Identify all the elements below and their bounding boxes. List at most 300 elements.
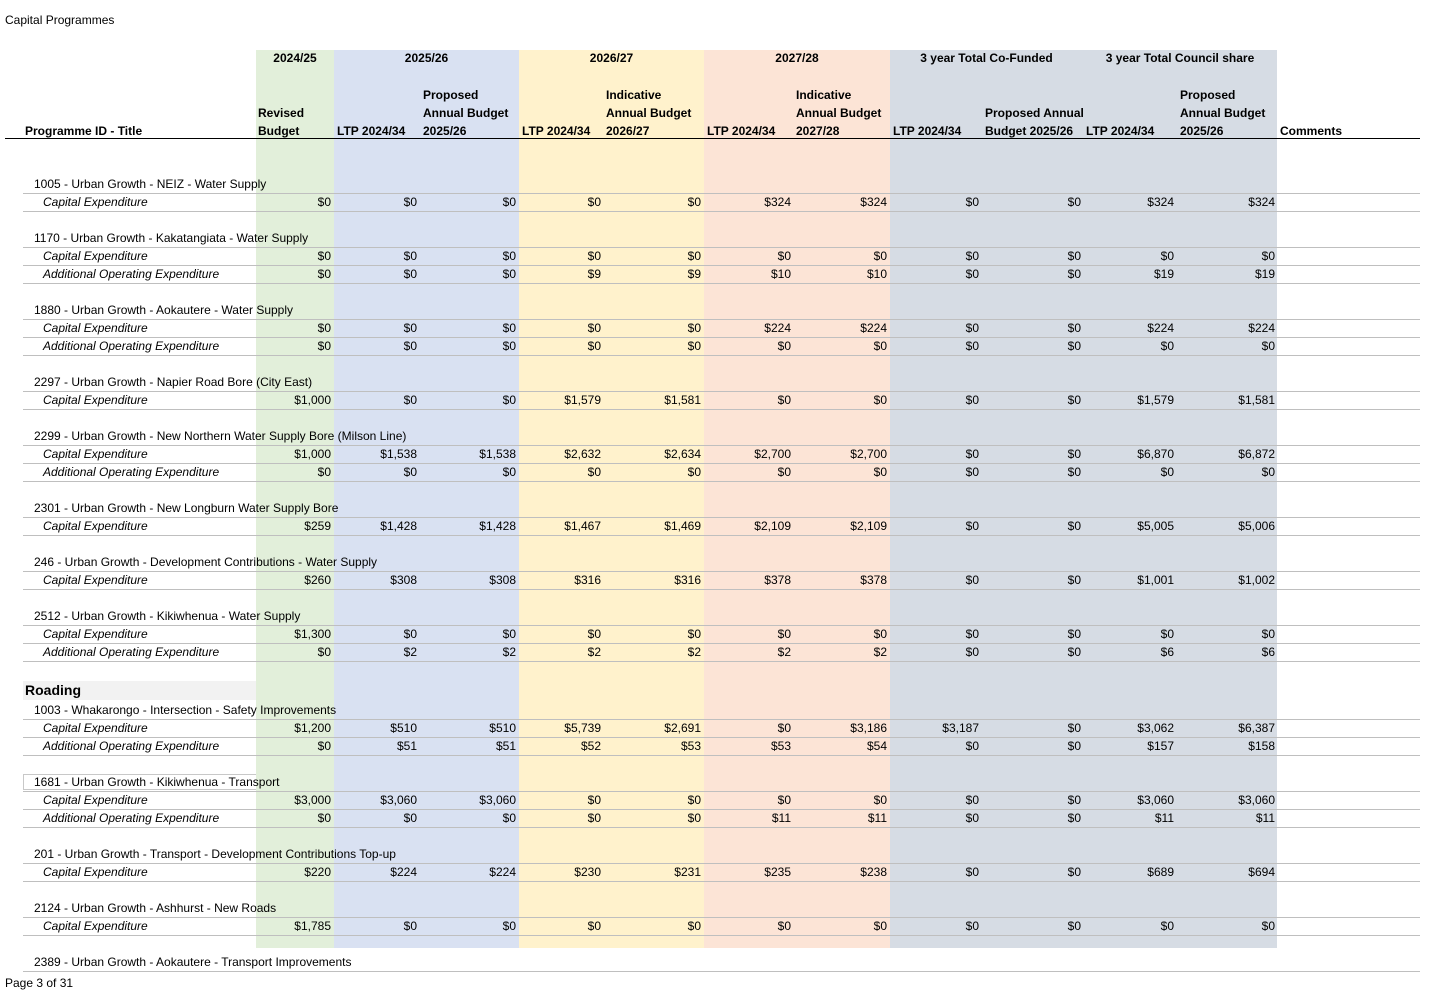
value-cell: $1,428 [380, 519, 417, 533]
programme-title: 2124 - Urban Growth - Ashhurst - New Roads [34, 901, 277, 915]
spacer-row [0, 211, 1435, 229]
value-cell: $0 [777, 627, 791, 641]
value-cell: $0 [873, 627, 887, 641]
col-header-line: Indicative [796, 88, 852, 102]
programme-title-row [0, 845, 1435, 863]
value-cell: $3,000 [294, 793, 331, 807]
value-cell: $2,109 [850, 519, 887, 533]
value-cell: $1,538 [380, 447, 417, 461]
value-cell: $0 [965, 393, 979, 407]
value-cell: $0 [1067, 721, 1081, 735]
programme-title: 2512 - Urban Growth - Kikiwhenua - Water Supply [34, 609, 301, 623]
value-cell: $10 [770, 267, 791, 281]
row-label: Additional Operating Expenditure [43, 339, 220, 353]
col-header-line: LTP 2024/34 [707, 124, 776, 138]
value-cell: $1,002 [1238, 573, 1275, 587]
spacer-row [0, 283, 1435, 301]
value-cell: $0 [965, 645, 979, 659]
value-cell: $0 [587, 811, 601, 825]
value-cell: $3,060 [1238, 793, 1275, 807]
value-cell: $0 [965, 573, 979, 587]
value-cell: $0 [687, 627, 701, 641]
value-cell: $2,109 [754, 519, 791, 533]
value-cell: $3,186 [850, 721, 887, 735]
value-cell: $0 [587, 195, 601, 209]
col-header-line: Budget [258, 124, 300, 138]
value-cell: $0 [1067, 393, 1081, 407]
programme-title: 2389 - Urban Growth - Aokautere - Transport Improvements [34, 955, 352, 969]
programme-title-row [0, 175, 1435, 193]
col-header-line: LTP 2024/34 [893, 124, 962, 138]
spacer-row [0, 661, 1435, 679]
value-cell: $0 [687, 919, 701, 933]
year-header-2026-27: 2026/27 [589, 51, 634, 65]
programme-title-row [0, 301, 1435, 319]
value-cell: $0 [502, 627, 516, 641]
value-cell: $0 [1067, 811, 1081, 825]
value-cell: $0 [1067, 519, 1081, 533]
programme-title: 1880 - Urban Growth - Aokautere - Water Supply [34, 303, 294, 317]
programme-title: 1681 - Urban Growth - Kikiwhenua - Transport [34, 775, 280, 789]
value-cell: $0 [1067, 339, 1081, 353]
row-label: Additional Operating Expenditure [43, 465, 220, 479]
value-cell: $6,387 [1238, 721, 1275, 735]
programme-title-row [0, 553, 1435, 571]
col-header-line: Indicative [606, 88, 662, 102]
value-cell: $0 [965, 249, 979, 263]
row-label: Capital Expenditure [43, 519, 148, 533]
value-cell: $0 [687, 321, 701, 335]
value-cell: $0 [687, 249, 701, 263]
value-cell: $0 [587, 919, 601, 933]
value-cell: $0 [1067, 865, 1081, 879]
value-cell: $51 [495, 739, 516, 753]
value-cell: $0 [403, 919, 417, 933]
value-cell: $2 [403, 645, 417, 659]
value-cell: $0 [403, 321, 417, 335]
value-cell: $0 [965, 339, 979, 353]
value-cell: $0 [687, 339, 701, 353]
value-cell: $3,062 [1137, 721, 1174, 735]
col-header-line: 2025/26 [1180, 124, 1224, 138]
row-label: Additional Operating Expenditure [43, 739, 220, 753]
value-cell: $1,428 [479, 519, 516, 533]
row-label: Capital Expenditure [43, 393, 148, 407]
value-cell: $0 [502, 919, 516, 933]
value-cell: $0 [502, 195, 516, 209]
value-cell: $0 [777, 793, 791, 807]
value-cell: $3,060 [479, 793, 516, 807]
spacer-row [0, 481, 1435, 499]
value-cell: $1,300 [294, 627, 331, 641]
programme-title-row [0, 499, 1435, 517]
row-label: Capital Expenditure [43, 919, 148, 933]
value-cell: $2,691 [664, 721, 701, 735]
col-header-line: Annual Budget [1180, 106, 1266, 120]
value-cell: $11 [1154, 811, 1174, 825]
value-cell: $0 [317, 195, 331, 209]
table-row [0, 247, 1435, 265]
table-row [0, 737, 1435, 755]
value-cell: $0 [1160, 627, 1174, 641]
value-cell: $224 [1147, 321, 1174, 335]
table-row [0, 791, 1435, 809]
col-header-line: Revised [258, 106, 305, 120]
value-cell: $0 [317, 321, 331, 335]
value-cell: $0 [587, 249, 601, 263]
value-cell: $1,000 [294, 447, 331, 461]
value-cell: $0 [403, 339, 417, 353]
col-header-line: LTP 2024/34 [1086, 124, 1155, 138]
value-cell: $238 [860, 865, 887, 879]
value-cell: $1,469 [664, 519, 701, 533]
value-cell: $0 [965, 793, 979, 807]
value-cell: $324 [1248, 195, 1275, 209]
value-cell: $2 [587, 645, 601, 659]
value-cell: $0 [317, 811, 331, 825]
programme-title-row [0, 773, 1435, 791]
spacer-row [0, 355, 1435, 373]
value-cell: $52 [580, 739, 601, 753]
value-cell: $235 [764, 865, 791, 879]
col-header-line: Proposed [423, 88, 479, 102]
value-cell: $316 [574, 573, 601, 587]
value-cell: $53 [680, 739, 701, 753]
year-header-2024-25: 2024/25 [273, 51, 317, 65]
spacer-row [0, 157, 1435, 175]
value-cell: $689 [1147, 865, 1174, 879]
programme-title-row [0, 229, 1435, 247]
programme-title: 1005 - Urban Growth - NEIZ - Water Supply [34, 177, 267, 191]
row-label: Capital Expenditure [43, 627, 148, 641]
value-cell: $6,870 [1137, 447, 1174, 461]
spacer-row [0, 935, 1435, 953]
row-label: Capital Expenditure [43, 793, 148, 807]
row-rule [23, 971, 1420, 972]
value-cell: $53 [770, 739, 791, 753]
table-row [0, 917, 1435, 935]
table-row [0, 809, 1435, 827]
value-cell: $0 [403, 249, 417, 263]
header-rule [5, 138, 1420, 139]
col-header-1 [258, 104, 304, 140]
value-cell: $11 [771, 811, 791, 825]
col-header-line: LTP 2024/34 [522, 124, 591, 138]
programme-title: 2301 - Urban Growth - New Longburn Water Supply Bore [34, 501, 339, 515]
table-row [0, 643, 1435, 661]
value-cell: $0 [1067, 447, 1081, 461]
value-cell: $5,006 [1238, 519, 1275, 533]
row-label: Capital Expenditure [43, 447, 148, 461]
value-cell: $5,739 [564, 721, 601, 735]
value-cell: $0 [317, 739, 331, 753]
value-cell: $0 [317, 645, 331, 659]
spacer-row [0, 535, 1435, 553]
value-cell: $0 [965, 519, 979, 533]
spacer-row [0, 589, 1435, 607]
value-cell: $0 [873, 919, 887, 933]
col-header-line: 2027/28 [796, 124, 840, 138]
year-header-2025-26: 2025/26 [404, 51, 449, 65]
year-header-council-share: 3 year Total Council share [1105, 51, 1255, 65]
value-cell: $0 [1067, 739, 1081, 753]
value-cell: $0 [587, 465, 601, 479]
value-cell: $0 [403, 811, 417, 825]
programme-title: 201 - Urban Growth - Transport - Development Contributions Top-up [34, 847, 396, 861]
section-title: Roading [23, 681, 256, 700]
value-cell: $1,001 [1137, 573, 1174, 587]
programme-title: 1003 - Whakarongo - Intersection - Safety Improvements [34, 703, 337, 717]
value-cell: $0 [965, 811, 979, 825]
value-cell: $0 [1160, 919, 1174, 933]
column-headers [0, 84, 1435, 140]
value-cell: $1,200 [294, 721, 331, 735]
value-cell: $2 [777, 645, 791, 659]
value-cell: $224 [1248, 321, 1275, 335]
table-body [0, 157, 1435, 971]
value-cell: $0 [1067, 465, 1081, 479]
value-cell: $0 [317, 267, 331, 281]
value-cell: $0 [502, 393, 516, 407]
value-cell: $3,060 [1137, 793, 1174, 807]
col-header-line: Proposed Annual [985, 106, 1084, 120]
value-cell: $1,581 [664, 393, 701, 407]
value-cell: $0 [1067, 195, 1081, 209]
document-title: Capital Programmes [5, 13, 115, 27]
value-cell: $0 [1261, 627, 1275, 641]
value-cell: $1,538 [479, 447, 516, 461]
value-cell: $0 [687, 195, 701, 209]
row-label: Additional Operating Expenditure [43, 645, 220, 659]
value-cell: $0 [502, 465, 516, 479]
value-cell: $19 [1153, 267, 1174, 281]
table-row [0, 319, 1435, 337]
spacer-row [0, 755, 1435, 773]
value-cell: $9 [687, 267, 701, 281]
value-cell: $308 [390, 573, 417, 587]
value-cell: $308 [489, 573, 516, 587]
value-cell: $0 [317, 249, 331, 263]
value-cell: $2 [873, 645, 887, 659]
page-footer: Page 3 of 31 [5, 976, 74, 990]
value-cell: $0 [403, 627, 417, 641]
value-cell: $6 [1261, 645, 1275, 659]
value-cell: $0 [1261, 249, 1275, 263]
table-row [0, 193, 1435, 211]
value-cell: $0 [502, 339, 516, 353]
value-cell: $0 [403, 465, 417, 479]
value-cell: $6 [1160, 645, 1174, 659]
value-cell: $0 [1067, 919, 1081, 933]
table-row [0, 863, 1435, 881]
value-cell: $224 [860, 321, 887, 335]
value-cell: $324 [1147, 195, 1174, 209]
value-cell: $54 [866, 739, 887, 753]
value-cell: $230 [574, 865, 601, 879]
value-cell: $3,187 [942, 721, 979, 735]
col-header-11 [1180, 86, 1265, 140]
programme-title: 246 - Urban Growth - Development Contributions - Water Supply [34, 555, 378, 569]
value-cell: $220 [304, 865, 331, 879]
table-row [0, 445, 1435, 463]
value-cell: $0 [687, 811, 701, 825]
value-cell: $0 [502, 321, 516, 335]
value-cell: $510 [390, 721, 417, 735]
value-cell: $0 [965, 627, 979, 641]
value-cell: $0 [1067, 573, 1081, 587]
value-cell: $0 [403, 267, 417, 281]
value-cell: $231 [674, 865, 701, 879]
table-row [0, 391, 1435, 409]
programme-title-row [0, 607, 1435, 625]
value-cell: $1,000 [294, 393, 331, 407]
value-cell: $0 [965, 447, 979, 461]
value-cell: $2,632 [564, 447, 601, 461]
value-cell: $11 [867, 811, 887, 825]
value-cell: $0 [965, 919, 979, 933]
value-cell: $0 [965, 739, 979, 753]
value-cell: $694 [1248, 865, 1275, 879]
value-cell: $0 [687, 793, 701, 807]
col-header-line: LTP 2024/34 [337, 124, 406, 138]
row-label: Capital Expenditure [43, 721, 148, 735]
value-cell: $0 [777, 393, 791, 407]
col-header-9 [985, 104, 1084, 140]
value-cell: $0 [777, 249, 791, 263]
value-cell: $2 [687, 645, 701, 659]
table-row [0, 571, 1435, 589]
table-row [0, 337, 1435, 355]
row-label: Capital Expenditure [43, 195, 148, 209]
value-cell: $0 [687, 465, 701, 479]
col-header-line: Annual Budget [796, 106, 882, 120]
value-cell: $224 [390, 865, 417, 879]
value-cell: $378 [764, 573, 791, 587]
programme-title: 1170 - Urban Growth - Kakatangiata - Water Supply [34, 231, 309, 245]
row-label: Capital Expenditure [43, 865, 148, 879]
value-cell: $51 [396, 739, 417, 753]
table-row [0, 625, 1435, 643]
row-label: Capital Expenditure [43, 321, 148, 335]
value-cell: $0 [777, 721, 791, 735]
value-cell: $0 [1261, 919, 1275, 933]
value-cell: $6,872 [1238, 447, 1275, 461]
value-cell: $1,785 [294, 919, 331, 933]
value-cell: $157 [1147, 739, 1174, 753]
value-cell: $2,700 [754, 447, 791, 461]
value-cell: $260 [304, 573, 331, 587]
value-cell: $0 [403, 393, 417, 407]
value-cell: $5,005 [1137, 519, 1174, 533]
col-header-7 [796, 86, 881, 140]
col-header-line: Annual Budget [606, 106, 692, 120]
spacer-row [0, 881, 1435, 899]
value-cell: $158 [1248, 739, 1275, 753]
value-cell: $1,579 [1137, 393, 1174, 407]
year-header-cofunded: 3 year Total Co-Funded [920, 51, 1053, 65]
col-header-line: 2025/26 [423, 124, 467, 138]
col-header-line: Proposed [1180, 88, 1236, 102]
value-cell: $0 [502, 267, 516, 281]
value-cell: $1,467 [564, 519, 601, 533]
value-cell: $1,579 [564, 393, 601, 407]
value-cell: $316 [674, 573, 701, 587]
value-cell: $0 [502, 249, 516, 263]
value-cell: $0 [317, 465, 331, 479]
table-row [0, 265, 1435, 283]
col-header-5 [606, 86, 691, 140]
value-cell: $2,700 [850, 447, 887, 461]
value-cell: $0 [777, 919, 791, 933]
spacer-row [0, 409, 1435, 427]
value-cell: $0 [587, 793, 601, 807]
value-cell: $324 [860, 195, 887, 209]
value-cell: $0 [1067, 249, 1081, 263]
programme-title-row [0, 899, 1435, 917]
col-header-3 [423, 86, 508, 140]
value-cell: $9 [587, 267, 601, 281]
value-cell: $3,060 [380, 793, 417, 807]
col-header-line: 2026/27 [606, 124, 650, 138]
value-cell: $0 [317, 339, 331, 353]
spacer-row [0, 827, 1435, 845]
col-header-programme: Programme ID - Title [25, 124, 143, 138]
value-cell: $0 [777, 465, 791, 479]
section-header-row [0, 679, 1435, 701]
value-cell: $0 [1067, 793, 1081, 807]
value-cell: $0 [965, 267, 979, 281]
value-cell: $259 [304, 519, 331, 533]
value-cell: $0 [587, 321, 601, 335]
value-cell: $0 [1067, 645, 1081, 659]
value-cell: $324 [764, 195, 791, 209]
value-cell: $378 [860, 573, 887, 587]
row-label: Capital Expenditure [43, 249, 148, 263]
value-cell: $0 [1261, 465, 1275, 479]
value-cell: $224 [764, 321, 791, 335]
value-cell: $10 [866, 267, 887, 281]
value-cell: $510 [489, 721, 516, 735]
value-cell: $0 [1261, 339, 1275, 353]
programme-title-row [0, 701, 1435, 719]
value-cell: $224 [489, 865, 516, 879]
row-label: Additional Operating Expenditure [43, 811, 220, 825]
value-cell: $0 [777, 339, 791, 353]
value-cell: $0 [1067, 321, 1081, 335]
col-header-line: Budget 2025/26 [985, 124, 1074, 138]
table-row [0, 719, 1435, 737]
value-cell: $0 [1160, 249, 1174, 263]
value-cell: $0 [873, 249, 887, 263]
programme-title-row [0, 427, 1435, 445]
value-cell: $0 [502, 811, 516, 825]
value-cell: $0 [1160, 339, 1174, 353]
value-cell: $0 [965, 321, 979, 335]
value-cell: $0 [587, 627, 601, 641]
value-cell: $0 [873, 339, 887, 353]
row-label: Additional Operating Expenditure [43, 267, 220, 281]
value-cell: $0 [965, 465, 979, 479]
value-cell: $0 [1067, 267, 1081, 281]
value-cell: $0 [1067, 627, 1081, 641]
table-row [0, 463, 1435, 481]
value-cell: $2 [502, 645, 516, 659]
col-header-line: Annual Budget [423, 106, 509, 120]
value-cell: $0 [873, 465, 887, 479]
programme-title: 2299 - Urban Growth - New Northern Water Supply Bore (Milson Line) [34, 429, 407, 443]
programme-title-row [0, 373, 1435, 391]
value-cell: $0 [1160, 465, 1174, 479]
